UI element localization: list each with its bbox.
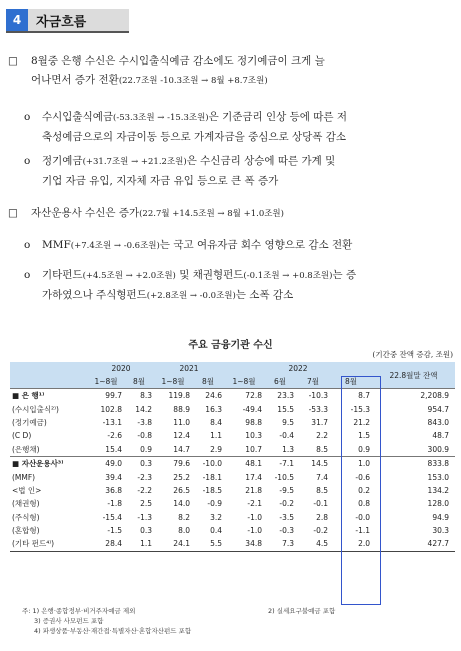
- table-cell: 11.0: [173, 417, 190, 427]
- table-cell: 5.5: [192, 537, 224, 551]
- row-label: (MMF): [12, 472, 36, 482]
- table-cell: 119.8: [154, 389, 192, 403]
- period-header: 8월: [330, 375, 372, 389]
- table-title: 주요 금융기관 수신: [188, 340, 273, 351]
- note-4: 4) 파생상품·부동산·재간접·특별자산·혼합자산펀드 포함: [34, 627, 192, 635]
- table-cell: -0.2: [279, 499, 294, 509]
- header-blank: [10, 362, 88, 389]
- table-cell: 14.2: [135, 404, 152, 414]
- text-run: MMF: [42, 239, 71, 251]
- circle-bullet-icon: o: [24, 239, 31, 251]
- table-cell: 8.4: [210, 417, 222, 427]
- table-cell: -2.2: [137, 485, 152, 495]
- table-cell: 14.7: [173, 444, 190, 454]
- paragraph-line: [31, 52, 452, 71]
- table-cell: 128.0: [427, 499, 450, 509]
- period-header: 1~8월: [88, 375, 124, 389]
- table-cell: 833.8: [372, 456, 455, 470]
- table-cell: 300.9: [427, 444, 450, 454]
- table-cell: -2.3: [137, 472, 152, 482]
- period-header: 1~8월: [224, 375, 264, 389]
- text-run: 자산운용사 수신은 증가: [31, 207, 140, 219]
- table-cell: 2.9: [210, 444, 222, 454]
- text-run: 가하였으나 주식형펀드: [42, 289, 147, 301]
- table-cell: -10.3: [296, 389, 330, 403]
- table-cell: 16.3: [205, 404, 222, 414]
- table-cell: 94.9: [432, 512, 450, 522]
- table-cell: 21.8: [245, 485, 262, 495]
- table-cell: 7.3: [264, 537, 296, 551]
- figure-note: (+7.4조원 → -0.6조원): [70, 241, 160, 251]
- table-cell: 88.9: [173, 404, 190, 414]
- section-header: [6, 9, 129, 31]
- table-cell: -9.5: [279, 485, 294, 495]
- table-unit: (기간중 잔액 증감, 조원): [372, 350, 453, 359]
- text-run: 정기예금: [42, 155, 83, 167]
- table-row: [10, 497, 455, 510]
- table-cell: 0.9: [140, 444, 152, 454]
- period-header: 8월: [124, 375, 154, 389]
- table-cell: -49.4: [242, 404, 262, 414]
- table-cell: 8.5: [316, 485, 328, 495]
- paragraph: [24, 236, 452, 256]
- table-cell: -1.0: [247, 526, 262, 536]
- section-title: 자금흐름: [28, 9, 129, 31]
- table-cell: 427.7: [372, 537, 455, 551]
- table-cell: -2.1: [247, 499, 262, 509]
- row-label: ■ 자산운용사³⁾: [10, 456, 88, 470]
- table-cell: 8.0: [178, 526, 190, 536]
- table-cell: -0.6: [355, 472, 371, 482]
- balance-header: 22.8월말 잔액: [372, 362, 455, 389]
- table-cell: 102.8: [100, 404, 122, 414]
- table-cell: -0.3: [279, 526, 294, 536]
- table-row: [10, 443, 455, 457]
- table-cell: 0.9: [358, 444, 371, 454]
- period-header: 1~8월: [154, 375, 192, 389]
- text-run: 8월중 은행 수신은 수시입출식예금 감소에도 정기예금이 크게 늘: [31, 55, 325, 67]
- paragraph: [24, 152, 452, 191]
- row-label: (은행채): [12, 444, 40, 454]
- table-cell: -3.5: [279, 512, 294, 522]
- table-cell: 2.5: [140, 499, 152, 509]
- table-cell: -1.0: [247, 512, 262, 522]
- table-cell: 2.2: [316, 431, 328, 441]
- table-row: [10, 429, 455, 442]
- text-run: 및 채권형펀드: [175, 269, 244, 281]
- table-cell: 2.0: [330, 537, 372, 551]
- table-row: [10, 389, 455, 403]
- table-cell: 98.8: [245, 417, 262, 427]
- table-cell: -0.4: [279, 431, 294, 441]
- table-cell: -15.4: [102, 512, 122, 522]
- table-cell: 15.4: [105, 444, 122, 454]
- text-run: 는 소폭 감소: [235, 289, 294, 301]
- note-2: 2) 실세요구불예금 포함: [268, 607, 336, 615]
- table-cell: 14.5: [296, 456, 330, 470]
- table-cell: 2.8: [316, 512, 328, 522]
- table-row: [10, 470, 455, 483]
- table-cell: 34.8: [224, 537, 264, 551]
- table-cell: 134.2: [427, 485, 450, 495]
- row-label: <법 인>: [12, 485, 42, 495]
- table-row: [10, 456, 455, 470]
- table-cell: 8.5: [316, 444, 328, 454]
- table-cell: 12.4: [173, 431, 190, 441]
- table-cell: -0.9: [207, 499, 222, 509]
- table-row: [10, 402, 455, 415]
- table-row: [10, 511, 455, 524]
- table-cell: -18.1: [202, 472, 222, 482]
- table-cell: 28.4: [88, 537, 124, 551]
- figure-note: (+2.8조원 → -0.0조원): [146, 291, 236, 301]
- paragraph: [24, 266, 452, 306]
- table-row: [10, 484, 455, 497]
- text-run: 수시입출식예금: [42, 111, 114, 123]
- table-cell: 10.7: [245, 444, 262, 454]
- table-cell: 48.1: [224, 456, 264, 470]
- figure-note: (+31.7조원 → +21.2조원): [82, 157, 187, 167]
- text-run: 은 수신금리 상승에 따른 가계 및: [186, 155, 336, 167]
- table-cell: 26.5: [173, 485, 190, 495]
- table-row: [10, 524, 455, 537]
- year-2021: 2021: [154, 362, 224, 375]
- row-label: (정기예금): [12, 417, 47, 427]
- table-cell: -10.5: [274, 472, 294, 482]
- table-cell: 2,208.9: [372, 389, 455, 403]
- row-label: (혼합형): [12, 526, 40, 536]
- paragraph-line: [42, 108, 452, 128]
- table-cell: 0.4: [210, 526, 222, 536]
- text-run: 은 기준금리 인상 등에 따른 저: [208, 111, 348, 123]
- year-2022: 2022: [224, 362, 372, 375]
- section-number: 4: [6, 9, 28, 31]
- figure-note: (22.7조원 -10.3조원 → 8월 +8.7조원): [118, 76, 268, 86]
- table-cell: 3.2: [210, 512, 222, 522]
- figure-note: (-0.1조원 → +0.8조원): [243, 271, 333, 281]
- table-cell: -0.1: [313, 499, 328, 509]
- paragraph-line: [42, 128, 452, 147]
- paragraph-line: [42, 152, 452, 172]
- table-cell: 954.7: [427, 404, 450, 414]
- table-cell: 49.0: [88, 456, 124, 470]
- table-cell: -2.6: [107, 431, 122, 441]
- text-run: 기업 자금 유입, 지자체 자금 유입 등으로 큰 폭 증가: [42, 175, 279, 187]
- table-cell: -7.1: [264, 456, 296, 470]
- year-2020: 2020: [88, 362, 154, 375]
- year-header-row: [10, 362, 455, 375]
- table-cell: 79.6: [154, 456, 192, 470]
- paragraph-line: [42, 286, 452, 306]
- table-cell: 9.5: [282, 417, 294, 427]
- deposit-table: [10, 362, 455, 552]
- table-cell: 8.7: [330, 389, 372, 403]
- paragraph: [24, 108, 452, 147]
- table-cell: -1.5: [107, 526, 122, 536]
- table-cell: -13.1: [102, 417, 122, 427]
- text-run: 어나면서 증가 전환: [31, 74, 119, 86]
- table-cell: 31.7: [311, 417, 328, 427]
- table-cell: 0.8: [358, 499, 371, 509]
- paragraph-line: [42, 236, 452, 256]
- square-bullet-icon: □: [8, 207, 18, 219]
- table-cell: 21.2: [353, 417, 371, 427]
- paragraph-line: [42, 172, 452, 191]
- figure-note: (-53.3조원 → -15.3조원): [113, 113, 209, 123]
- circle-bullet-icon: o: [24, 111, 31, 123]
- period-header: 6월: [264, 375, 296, 389]
- paragraph-line: [31, 71, 452, 91]
- note-1: 주: 1) 은행·종합정부·비거주자예금 제외: [22, 607, 136, 615]
- figure-note: (22.7월 +14.5조원 → 8월 +1.0조원): [139, 209, 284, 219]
- table-notes: [22, 606, 336, 636]
- table-cell: -0.0: [355, 512, 371, 522]
- table-cell: -53.3: [308, 404, 328, 414]
- table-cell: 39.4: [105, 472, 122, 482]
- table-cell: -3.8: [137, 417, 152, 427]
- text-run: 기타펀드: [42, 269, 83, 281]
- text-run: 는 국고 여유자금 회수 영향으로 감소 전환: [159, 239, 353, 251]
- row-label: ■ 은 행¹⁾: [10, 389, 88, 403]
- table-cell: -0.8: [137, 431, 152, 441]
- square-bullet-icon: □: [8, 55, 18, 67]
- table-cell: 1.0: [330, 456, 372, 470]
- table-cell: 17.4: [245, 472, 262, 482]
- paragraph-line: [31, 204, 452, 224]
- table-cell: 1.1: [124, 537, 154, 551]
- table-cell: 15.5: [277, 404, 294, 414]
- text-run: 축성예금으로의 자금이동 등으로 가계자금을 중심으로 상당폭 감소: [42, 131, 347, 143]
- table-cell: 25.2: [173, 472, 190, 482]
- section-underline: [6, 31, 129, 33]
- table-row: [10, 537, 455, 551]
- table-cell: 0.3: [124, 456, 154, 470]
- table-cell: 23.3: [264, 389, 296, 403]
- circle-bullet-icon: o: [24, 155, 31, 167]
- row-label: (기타 펀드⁴⁾): [10, 537, 88, 551]
- table-cell: -18.5: [202, 485, 222, 495]
- figure-note: (+4.5조원 → +2.0조원): [82, 271, 176, 281]
- period-header: 7월: [296, 375, 330, 389]
- text-run: 는 증: [332, 269, 357, 281]
- table-cell: 30.3: [432, 526, 450, 536]
- row-label: (수시입출식²⁾): [12, 404, 59, 414]
- table-cell: 4.5: [296, 537, 330, 551]
- table-cell: 14.0: [173, 499, 190, 509]
- period-header: 8월: [192, 375, 224, 389]
- table-row: [10, 416, 455, 429]
- circle-bullet-icon: o: [24, 269, 31, 281]
- table-cell: -1.3: [137, 512, 152, 522]
- table-cell: 1.1: [210, 431, 222, 441]
- table-cell: -0.2: [313, 526, 328, 536]
- table-cell: 843.0: [427, 417, 450, 427]
- table-cell: 0.2: [358, 485, 371, 495]
- table-cell: 1.3: [282, 444, 294, 454]
- table-cell: 72.8: [224, 389, 264, 403]
- table-cell: 24.6: [192, 389, 224, 403]
- row-label: (주식형): [12, 512, 40, 522]
- table-cell: -15.3: [350, 404, 371, 414]
- table-cell: 99.7: [88, 389, 124, 403]
- paragraph: [8, 204, 452, 224]
- table-cell: -10.0: [192, 456, 224, 470]
- table-cell: 8.2: [178, 512, 190, 522]
- table-cell: 10.3: [245, 431, 262, 441]
- table-cell: 8.3: [124, 389, 154, 403]
- row-label: (C D): [12, 431, 32, 441]
- table-cell: -1.8: [107, 499, 122, 509]
- paragraph-line: [42, 266, 452, 286]
- table-cell: 36.8: [105, 485, 122, 495]
- table-cell: 7.4: [316, 472, 328, 482]
- table-cell: 48.7: [432, 431, 450, 441]
- table-cell: 0.3: [140, 526, 152, 536]
- table-cell: 24.1: [154, 537, 192, 551]
- row-label: (채권형): [12, 499, 40, 509]
- table-cell: -1.1: [355, 526, 371, 536]
- table-cell: 153.0: [427, 472, 450, 482]
- paragraph: [8, 52, 452, 91]
- note-3: 3) 증권사 사모펀드 포함: [34, 617, 104, 625]
- table-cell: 1.5: [358, 431, 371, 441]
